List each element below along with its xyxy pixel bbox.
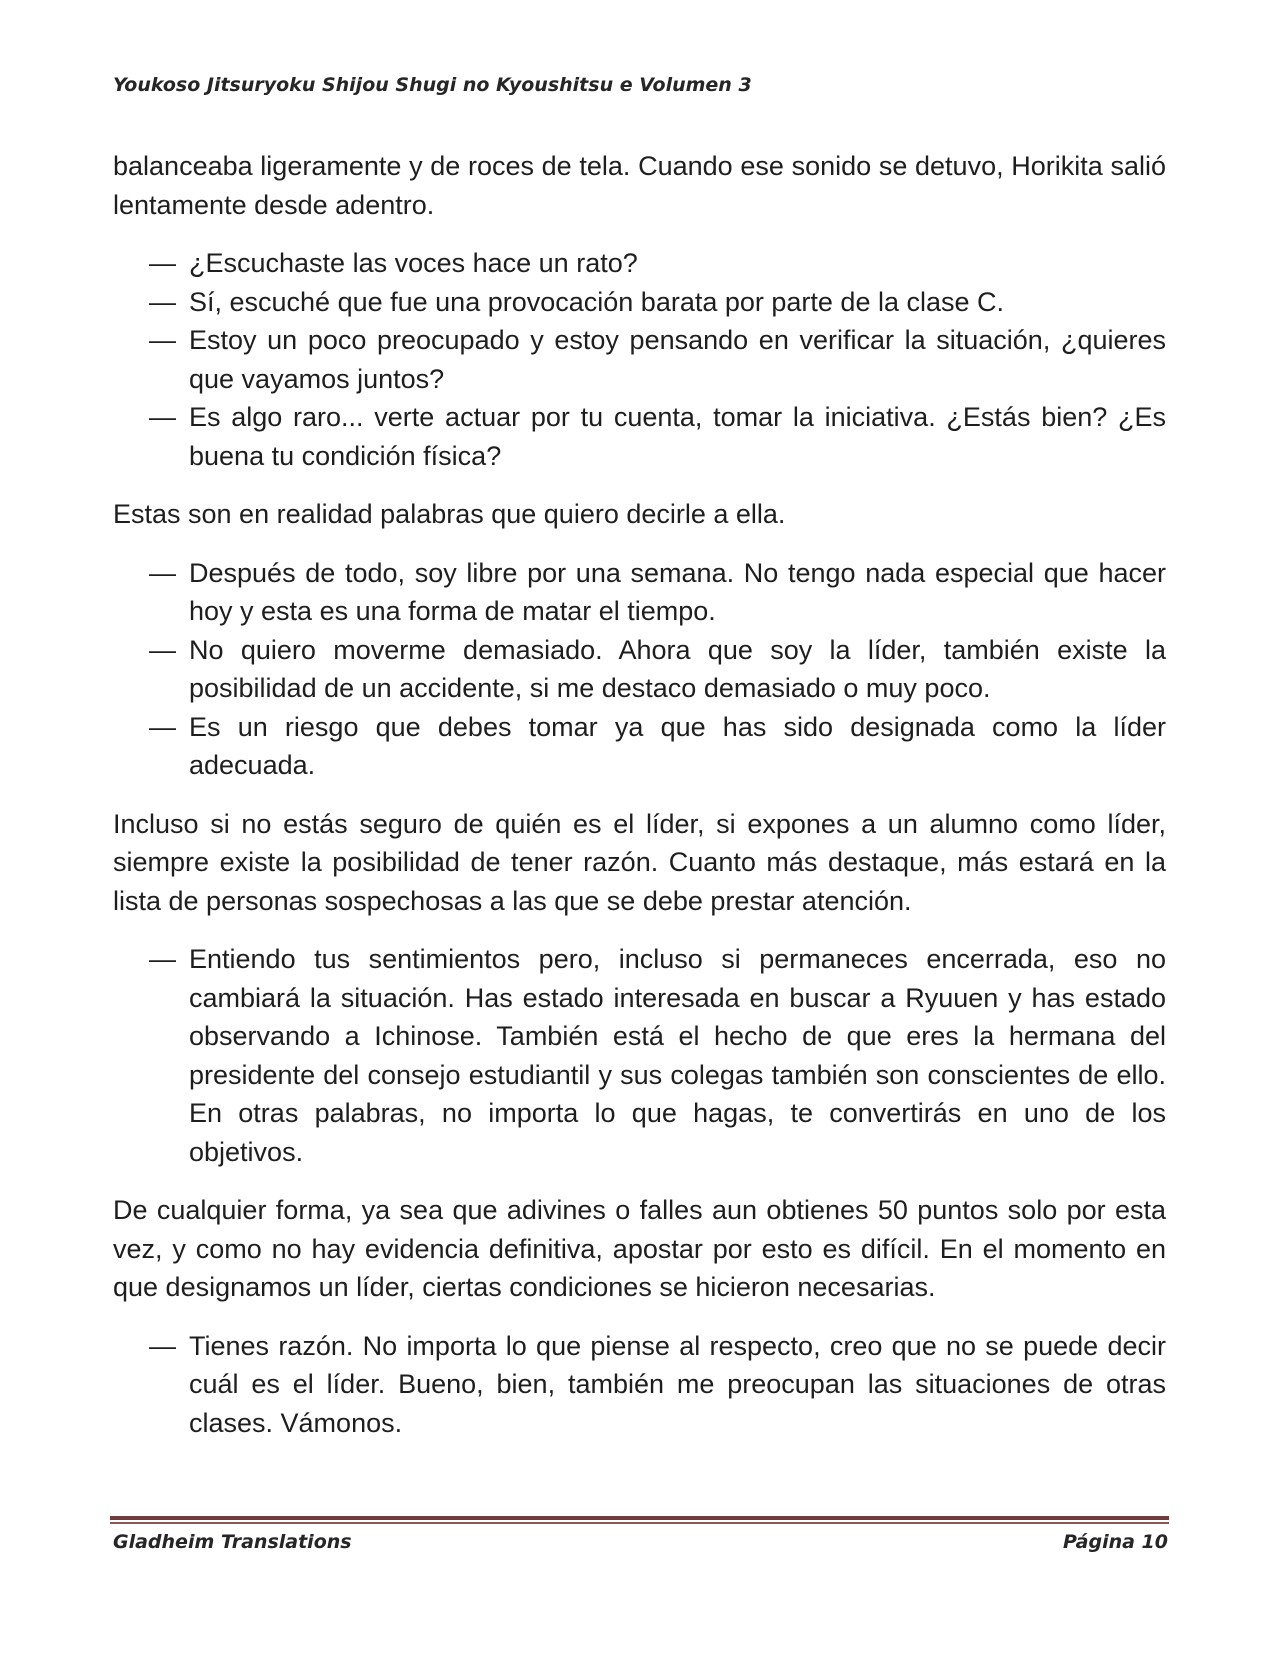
paragraph: De cualquier forma, ya sea que adivines o falles aun obtienes 50 puntos solo por esta vez, y como no hay evidencia definitiva, apostar por esto es difícil. En el momento en que designamos un líder, ciertas condiciones se hicieron necesarias. [113,1195,1166,1302]
dialogue-block [113,940,1166,1171]
dialogue-line [113,631,1166,708]
dialogue-text: Es algo raro... verte actuar por tu cuenta, tomar la iniciativa. ¿Estás bien? ¿Es buena tu condición física? [189,402,1166,471]
dialogue-text: Es un riesgo que debes tomar ya que has sido designada como la líder adecuada. [189,711,1166,780]
dialogue-dash: — [149,325,176,355]
dialogue-text: Después de todo, soy libre por una semana. No tengo nada especial que hacer hoy y esta es una forma de matar el tiempo. [189,557,1166,626]
footer-page-number: Página 10 [1062,1531,1168,1553]
dialogue-line [113,283,1166,322]
dialogue-dash: — [149,711,176,742]
paragraph: Incluso si no estás seguro de quién es el líder, si expones a un alumno como líder, siempre existe la posibilidad de tener razón. Cuanto más destaque, más estará en la lista de personas sospechosas a las que se debe prestar atención. [113,808,1166,916]
paragraph: Estas son en realidad palabras que quiero decirle a ella. [113,499,786,529]
dialogue-dash: — [149,402,176,432]
dialogue-text: ¿Escuchaste las voces hace un rato? [189,248,638,278]
dialogue-dash: — [149,944,176,974]
dialogue-block [113,1327,1166,1443]
dialogue-dash: — [149,557,176,588]
body-text [113,147,1166,1462]
dialogue-text: Tienes razón. No importa lo que piense al respecto, creo que no se puede decir cuál es el líder. Bueno, bien, también me preocupan las situaciones de otras clases. Vámonos. [189,1330,1166,1438]
dialogue-dash: — [149,1330,176,1361]
paragraph: balanceaba ligeramente y de roces de tela. Cuando ese sonido se detuvo, Horikita salió lentamente desde adentro. [113,151,1166,220]
dialogue-dash: — [149,248,176,278]
dialogue-line [113,1327,1166,1443]
dialogue-line [113,708,1166,785]
dialogue-block [113,554,1166,785]
dialogue-block [113,244,1166,475]
dialogue-line [113,554,1166,631]
dialogue-dash: — [149,286,176,317]
dialogue-line [113,940,1166,1171]
dialogue-line [113,398,1166,475]
footer-rule-thin [110,1522,1169,1524]
dialogue-text: No quiero moverme demasiado. Ahora que soy la líder, también existe la posibilidad de un accidente, si me destaco demasiado o muy poco. [189,634,1166,703]
dialogue-text: Estoy un poco preocupado y estoy pensando en verificar la situación, ¿quieres que vayamos juntos? [189,325,1166,394]
dialogue-text: Entiendo tus sentimientos pero, incluso si permaneces encerrada, eso no cambiará la situación. Has estado interesada en buscar a Ryuuen y has estado observando a Ichinose. También está el hecho de que eres la hermana del presidente del consejo estudiantil y sus colegas también son conscientes de ello. En otras palabras, no importa lo que hagas, te convertirás en uno de los objetivos. [189,944,1166,1167]
dialogue-dash: — [149,634,176,665]
dialogue-text: Sí, escuché que fue una provocación barata por parte de la clase C. [189,286,1005,317]
footer-translator: Gladheim Translations [113,1531,352,1553]
footer-rule-thick [110,1516,1169,1520]
dialogue-line [113,321,1166,398]
running-header: Youkoso Jitsuryoku Shijou Shugi no Kyoushitsu e Volumen 3 [113,74,752,96]
dialogue-line [113,244,1166,283]
